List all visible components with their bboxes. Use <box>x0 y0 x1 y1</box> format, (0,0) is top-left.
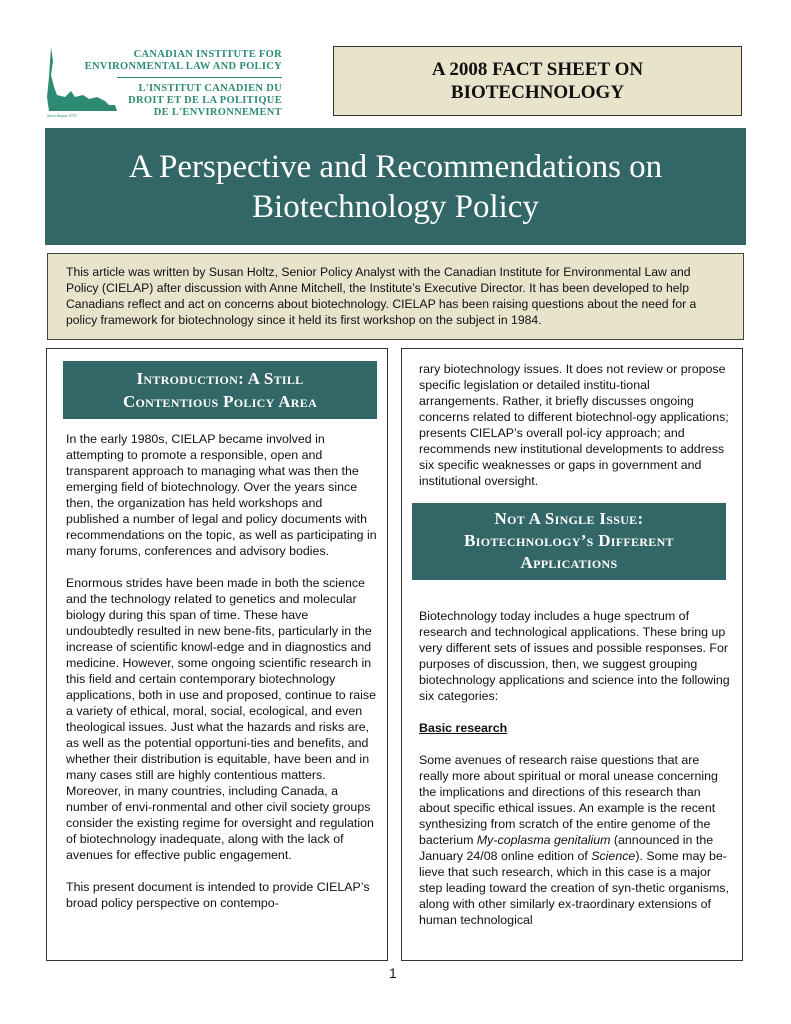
page-number: 1 <box>389 965 397 981</box>
right-column <box>401 348 743 961</box>
heading-line-3: Applications <box>520 553 618 572</box>
subheading-basic-research: Basic research <box>419 721 508 735</box>
logo-english-line-2: ENVIRONMENTAL LAW AND POLICY <box>84 61 282 72</box>
paragraph <box>419 752 732 928</box>
section-heading-applications <box>412 503 726 580</box>
heading-line-1: Introduction: A Still <box>136 369 304 388</box>
logo-french-line-1: L'INSTITUT CANADIEN DU <box>138 83 282 94</box>
section-heading-introduction <box>63 361 377 419</box>
logo-divider <box>117 77 282 78</box>
right-column-continuation <box>419 361 732 489</box>
paragraph: This present document is intended to provide CIELAP’s broad policy perspective on contempo- <box>66 880 370 910</box>
left-column-body <box>66 431 377 911</box>
right-column-body <box>419 608 732 928</box>
fact-sheet-line-1: A 2008 FACT SHEET ON <box>431 59 644 80</box>
logo-french-line-2: DROIT ET DE LA POLITIQUE <box>128 95 282 106</box>
logo-english-name <box>85 49 282 73</box>
fact-sheet-label <box>333 46 742 116</box>
cielap-logo <box>47 47 282 121</box>
paragraph: Biotechnology today includes a huge spectrum of research and technological applications. These bring up very different sets of issues and possible responses. For purposes of discussion, then, we suggest grouping biotechnology applications and science into the following six categories: <box>419 609 730 703</box>
title-line-2: Biotechnology Policy <box>252 188 539 225</box>
fact-sheet-line-2: BIOTECHNOLOGY <box>450 82 625 103</box>
logo-french-line-3: DE L'ENVIRONNEMENT <box>153 107 282 118</box>
left-column <box>46 348 388 961</box>
title-line-1: A Perspective and Recommendations on <box>128 148 663 185</box>
logo-french-name <box>128 83 282 119</box>
logo-english-line-1: CANADIAN INSTITUTE FOR <box>133 49 282 60</box>
author-note: This article was written by Susan Holtz, Senior Policy Analyst with the Canadian Institute for Environmental Law and Policy (CIELAP) after discussion with Anne Mitchell, the Institute’s Executive Director. It has been developed to help Canadians reflect and act on concerns about biotechnology. CIELAP has been raising questions about the need for a policy framework for biotechnology since it held its first workshop on the subject in 1984. <box>47 253 744 340</box>
logo-caption: Since/depuis 1970 <box>47 113 77 118</box>
document-title <box>45 128 746 245</box>
paragraph: rary biotechnology issues. It does not review or propose specific legislation or detailed institu-tional arrangements. Rather, it briefly discusses ongoing concerns related to different biotechnol-ogy applications; presents CIELAP’s overall pol-icy approach; and recommends new institutional developments to address six specific weaknesses or gaps in government and institutional oversight. <box>419 362 729 488</box>
heading-line-1: Not A Single Issue: <box>494 509 644 528</box>
paragraph: In the early 1980s, CIELAP became involved in attempting to promote a responsible, open and transparent approach to managing what was then the emerging field of biotechnology. Over the years since then, the organization has held workshops and published a number of legal and policy documents with recommendations on the topic, as well as participating in many forums, conferences and advisory bodies. <box>66 432 377 558</box>
journal-name: Science <box>591 849 636 863</box>
text-run: Some avenues of research raise questions that are really more about spiritual or moral unease concerning the implications and directions of this research than about specific ethical issues. An example is the recent synthesizing from scratch of the entire genome of the bacterium <box>419 753 718 847</box>
species-name: My-coplasma genitalium <box>476 833 611 847</box>
paragraph: Enormous strides have been made in both the science and the technology related to genetics and molecular biology during this span of time. These have undoubtedly resulted in new bene-fits, particularly in the increase of scientific knowl-edge and in diagnostics and medicine. However, some ongoing scientific research in this field and certain contemporary biotechnology applications, both in use and proposed, continue to raise a variety of ethical, moral, social, ecological, and even theological issues. Just what the hazards and risks are, as well as the potential opportuni-ties and benefits, and whether their distribution is equitable, have been and in many cases still are highly contentious matters. Moreover, in many countries, including Canada, a number of envi-ronmental and other civil society groups consider the existing regime for oversight and regulation of biotechnology inadequate, along with the lack of avenues for effective public engagement. <box>66 576 376 862</box>
text-run: ). Some may be-lieve that such research, which in this case is a major step leading toward the creation of syn-thetic organisms, along with other similarly ex-traordinary extensions of human technological <box>419 849 729 927</box>
text-run: (announced in the January 24/08 online edition of <box>419 833 714 863</box>
heading-line-2: Biotechnology’s Different <box>464 531 674 550</box>
heading-line-2: Contentious Policy Area <box>122 392 318 411</box>
